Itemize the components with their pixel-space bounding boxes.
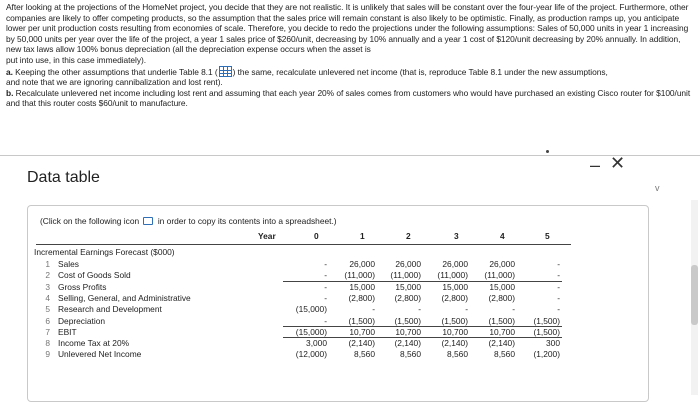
- row-number: 3: [45, 281, 50, 292]
- table-cell: 8,560: [494, 349, 515, 360]
- table-cell: (2,140): [441, 338, 468, 349]
- table-cell: (1,200): [533, 349, 560, 360]
- problem-paragraph: After looking at the projections of the HomeNet project, you decide that they are not realistic. It is unlikely that sales will be constant over the four-year life of the project. Furthermore, other companies are likely to offer competing products, so the assumption that the sales price will remain constant is also likely to be optimistic. Finally, as production ramps up, you anticipate lower per unit production costs resulting from economies of scale. Therefore, you decide to redo the projections under the following assumptions: Sales of 50,000 units in year 1 increasing by 50,000 units per year over the life of the project, a year 1 sales price of $260/unit, decreasing by 10% annually and a year 1 cost of $120/unit decreasing by 20% annually. In addition, new tax laws allow 100% bonus depreciation (all the depreciation expense occurs when the asset is: [6, 2, 689, 55]
- table-cell: 10,700: [442, 326, 468, 337]
- table-caption: Incremental Earnings Forecast ($000): [34, 247, 175, 257]
- problem-paragraph-cont: put into use, in this case immediately).: [6, 54, 146, 65]
- problem-text: [6, 2, 696, 109]
- sum-underline: [283, 281, 562, 282]
- year-header: 2: [406, 231, 411, 241]
- table-panel: [27, 205, 649, 402]
- row-number: 8: [45, 338, 50, 349]
- table-row: [40, 327, 580, 338]
- row-label: Depreciation: [58, 315, 106, 326]
- row-number: 7: [45, 326, 50, 337]
- table-row: [40, 304, 580, 315]
- table-cell: -: [557, 281, 560, 292]
- row-number: 5: [45, 304, 50, 315]
- table-cell: (1,500): [488, 315, 515, 326]
- table-cell: 15,000: [442, 281, 468, 292]
- table-cell: (2,140): [348, 338, 375, 349]
- table-row: [40, 293, 580, 304]
- table-cell: 3,000: [306, 338, 327, 349]
- table-cell: -: [324, 292, 327, 303]
- row-label: Cost of Goods Sold: [58, 270, 131, 281]
- table-cell: 26,000: [349, 259, 375, 269]
- header-rule: [36, 244, 571, 245]
- close-button[interactable]: ✕: [610, 153, 626, 173]
- table-cell: 15,000: [489, 281, 515, 292]
- minimize-button[interactable]: –: [590, 155, 601, 175]
- table-cell: -: [557, 304, 560, 315]
- table-cell: (1,500): [533, 326, 560, 337]
- table-cell: 15,000: [395, 281, 421, 292]
- row-number: 6: [45, 315, 50, 326]
- part-b-label: b.: [6, 87, 14, 98]
- row-number: 9: [45, 349, 50, 360]
- table-row: [40, 270, 580, 281]
- table-cell: 26,000: [442, 259, 468, 269]
- table-cell: -: [372, 304, 375, 315]
- row-label: Unlevered Net Income: [58, 349, 142, 360]
- year-header: 4: [500, 231, 505, 241]
- table-cell: (1,500): [394, 315, 421, 326]
- table-cell: (2,800): [348, 292, 375, 303]
- table-row: [40, 282, 580, 293]
- v-mark: v: [655, 183, 660, 193]
- year-header: 3: [454, 231, 459, 241]
- table-cell: (15,000): [295, 326, 327, 337]
- row-number: 1: [45, 259, 50, 269]
- year-header: 0: [314, 231, 319, 241]
- table-cell: (2,800): [394, 292, 421, 303]
- table-cell: -: [557, 292, 560, 303]
- table-cell: -: [557, 270, 560, 281]
- part-a-cont: and note that we are ignoring cannibalization and lost rent).: [6, 77, 223, 88]
- table-cell: -: [324, 315, 327, 326]
- table-cell: -: [324, 270, 327, 281]
- table-cell: 10,700: [349, 326, 375, 337]
- table-cell: -: [324, 281, 327, 292]
- row-label: Research and Development: [58, 304, 162, 315]
- table-icon[interactable]: [219, 66, 232, 77]
- table-row: [40, 338, 580, 349]
- dialog-title: Data table: [27, 169, 100, 186]
- row-label: EBIT: [58, 326, 77, 337]
- row-label: Sales: [58, 259, 79, 269]
- table-cell: -: [418, 304, 421, 315]
- dot-marker: [546, 150, 549, 153]
- part-a-label: a.: [6, 66, 13, 77]
- row-number: 4: [45, 292, 50, 303]
- scroll-thumb[interactable]: [691, 265, 698, 325]
- table-cell: 10,700: [395, 326, 421, 337]
- table-cell: (11,000): [484, 270, 515, 281]
- table-row: [40, 349, 580, 360]
- part-a: [6, 66, 696, 78]
- table-cell: 8,560: [400, 349, 421, 360]
- year-header: 1: [360, 231, 365, 241]
- part-b: [6, 88, 696, 109]
- table-cell: 8,560: [447, 349, 468, 360]
- part-b-text: Recalculate unlevered net income including lost rent and assuming that each year 20% of sales comes from customers who would have purchased an existing Cisco router for $100/unit and that this router costs $60/unit to manufacture.: [6, 87, 691, 109]
- copy-note-text-1: (Click on the following icon: [40, 216, 140, 226]
- table-cell: -: [512, 304, 515, 315]
- copy-note: [40, 216, 337, 226]
- table-cell: (11,000): [437, 270, 468, 281]
- table-cell: (12,000): [295, 349, 327, 360]
- table-cell: 10,700: [489, 326, 515, 337]
- table-cell: (2,140): [488, 338, 515, 349]
- table-cell: (2,800): [441, 292, 468, 303]
- table-cell: 300: [546, 338, 560, 349]
- table-cell: (11,000): [344, 270, 375, 281]
- year-label: Year: [258, 231, 276, 241]
- table-cell: 26,000: [395, 259, 421, 269]
- row-number: 2: [45, 270, 50, 281]
- copy-note-text-2: in order to copy its contents into a spreadsheet.): [157, 216, 337, 226]
- table-row: [40, 259, 580, 270]
- table-cell: -: [465, 304, 468, 315]
- data-table-dialog: [0, 155, 700, 400]
- row-label: Selling, General, and Administrative: [58, 292, 191, 303]
- table-cell: (11,000): [390, 270, 421, 281]
- table-cell: (2,800): [488, 292, 515, 303]
- table-cell: (1,500): [441, 315, 468, 326]
- row-label: Income Tax at 20%: [58, 338, 130, 349]
- sum-underline: [283, 337, 562, 338]
- part-a-text-1: Keeping the other assumptions that underlie Table 8.1 (: [15, 66, 218, 77]
- row-label: Gross Profits: [58, 281, 107, 292]
- table-row: [40, 316, 580, 327]
- copy-icon[interactable]: [143, 217, 153, 225]
- table-cell: 15,000: [349, 281, 375, 292]
- table-cell: -: [557, 259, 560, 269]
- sum-underline: [283, 326, 562, 327]
- table-cell: 26,000: [489, 259, 515, 269]
- part-a-text-2: ) the same, recalculate unlevered net income (that is, reproduce Table 8.1 under the new assumptions,: [232, 66, 608, 77]
- table-cell: 8,560: [354, 349, 375, 360]
- table-cell: (15,000): [295, 304, 327, 315]
- table-cell: (1,500): [533, 315, 560, 326]
- table-cell: (1,500): [348, 315, 375, 326]
- year-header: 5: [545, 231, 550, 241]
- table-cell: -: [324, 259, 327, 269]
- table-cell: (2,140): [394, 338, 421, 349]
